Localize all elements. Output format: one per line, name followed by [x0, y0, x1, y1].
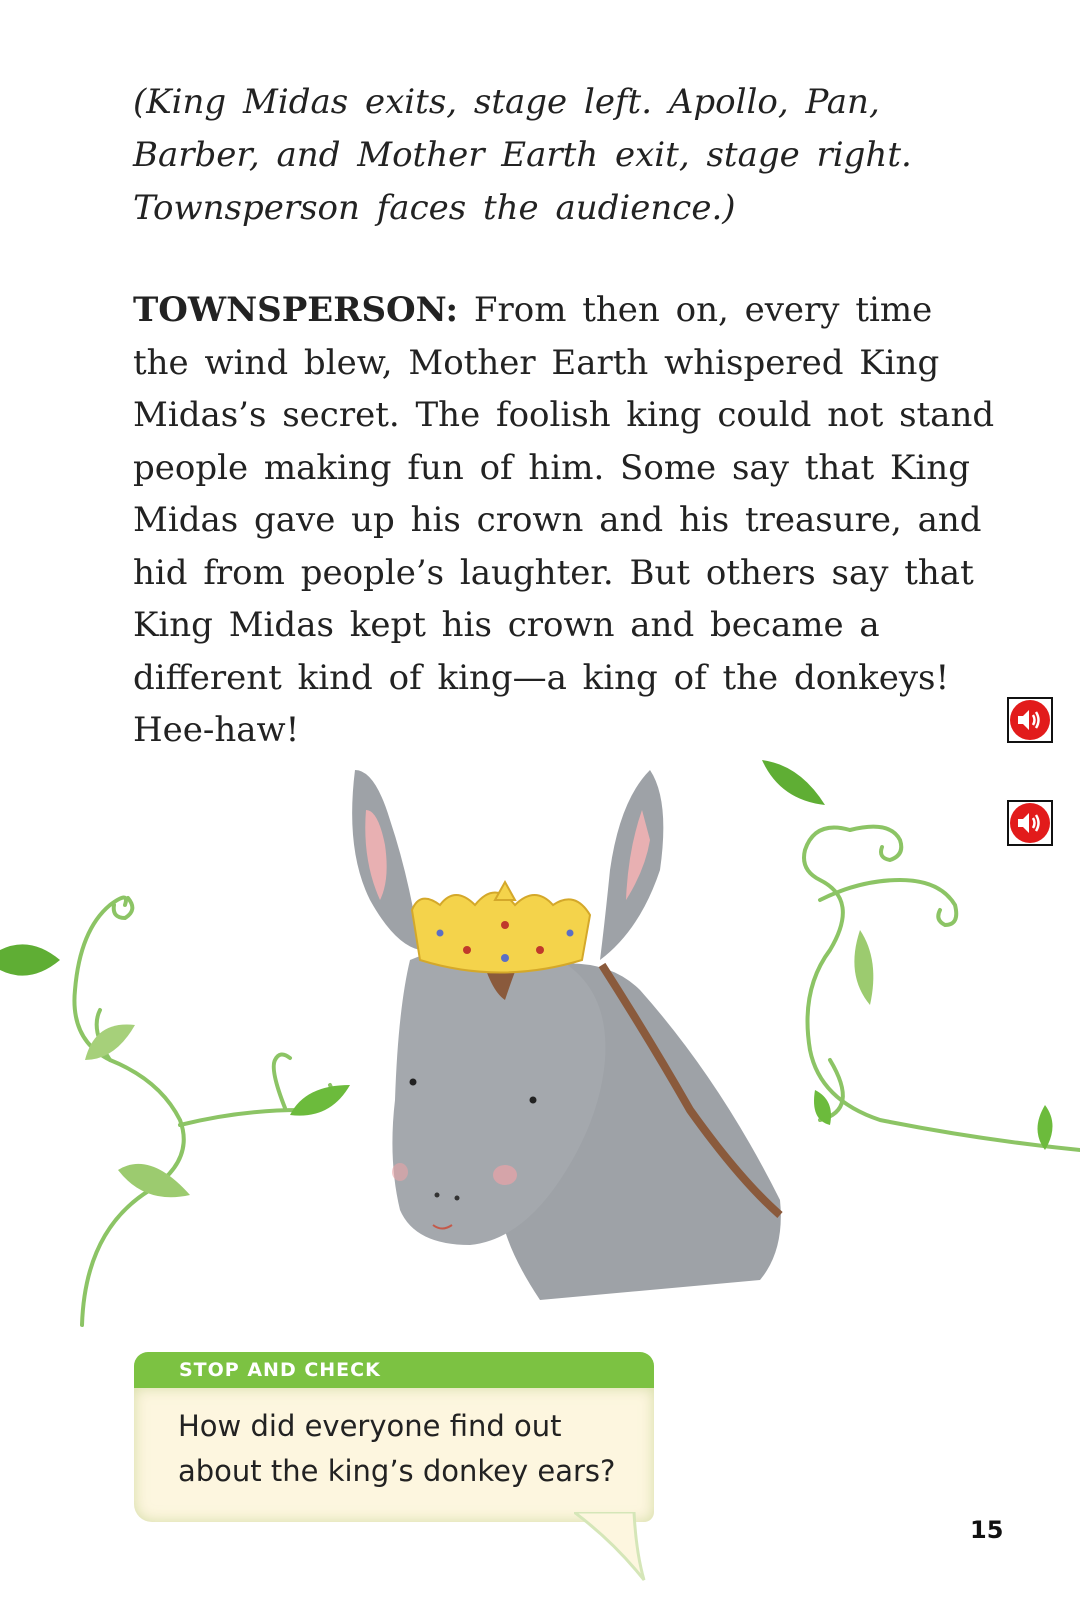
- donkey-head: [352, 770, 781, 1300]
- dialogue-paragraph: [133, 284, 1003, 757]
- stop-and-check-title: STOP AND CHECK: [179, 1359, 381, 1381]
- stop-and-check-body: [134, 1388, 654, 1522]
- callout-tail: [574, 1512, 654, 1582]
- left-leaves: [0, 944, 350, 1197]
- donkey-illustration: [0, 730, 1080, 1330]
- speaker-name: TOWNSPERSON:: [133, 290, 459, 330]
- stop-and-check-question: How did everyone find out about the king’s donkey ears?: [178, 1409, 616, 1488]
- right-vine: [804, 827, 1080, 1150]
- dialogue-text: From then on, every time the wind blew, Mother Earth whispered King Midas’s secret. The foolish king could not stand people making fun of him. Some say that King Midas gave up his crown and his treasure, and hid from people’s laughter. But others say that King Midas kept his crown and became a different kind of king—a king of the donkeys! Hee-haw!: [133, 290, 995, 750]
- right-leaves: [762, 760, 1053, 1150]
- stop-and-check-callout: [134, 1352, 654, 1522]
- stage-direction: (King Midas exits, stage left. Apollo, Pan, Barber, and Mother Earth exit, stage right. Townsperson faces the audience.): [133, 82, 912, 228]
- stop-and-check-header: [134, 1352, 654, 1388]
- page-number: 15: [970, 1516, 1004, 1544]
- crown-icon: [412, 882, 590, 973]
